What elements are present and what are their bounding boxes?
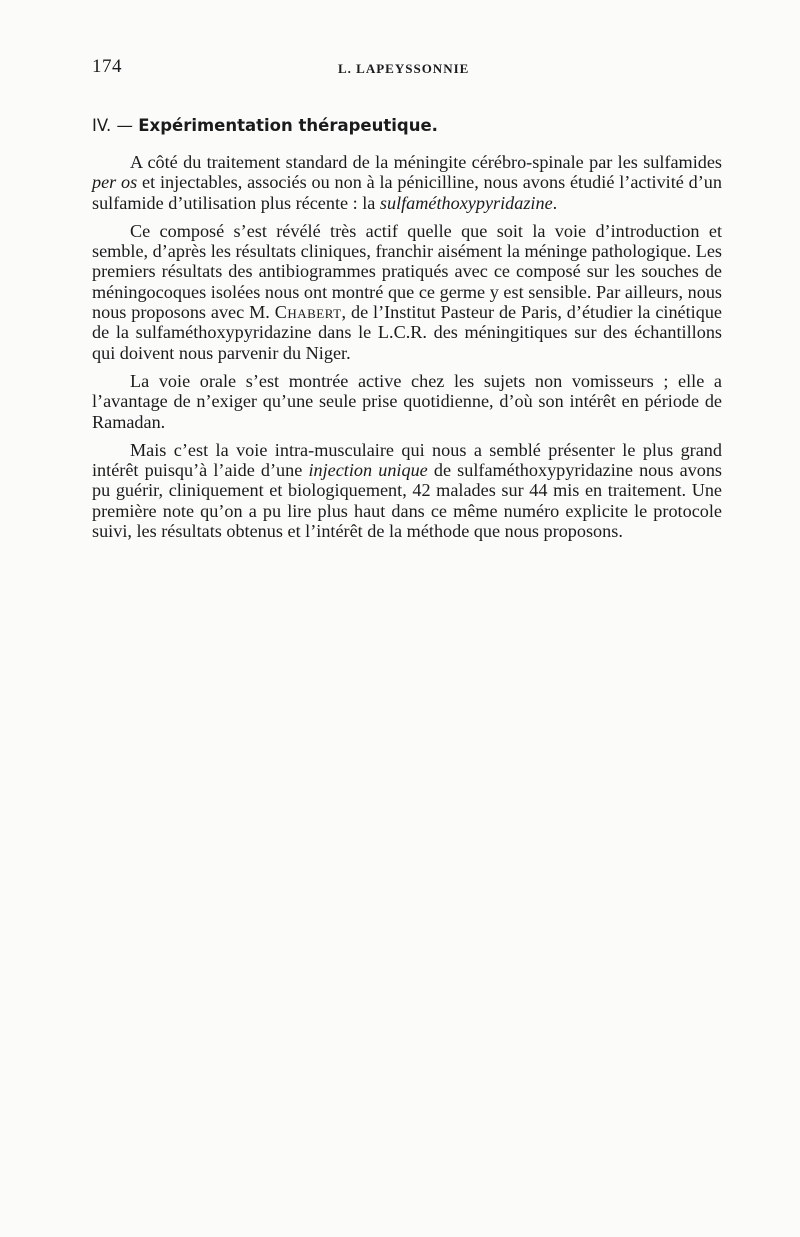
paragraph-4 bbox=[92, 440, 722, 541]
paragraph-1-text-c: et injectables, associés ou non à la pénicilline, nous avons étudié l’activité d’un sulfamide d’utilisation plus récente : la bbox=[92, 172, 722, 213]
section-heading bbox=[92, 116, 438, 135]
paragraph-2 bbox=[92, 221, 722, 363]
paragraph-2-text-c: , de l’Institut Pasteur de Paris, d’étudier la cinétique de la sulfaméthoxypyridazine dans le L.C.R. des méningitiques sur des échantillons qui doivent nous parvenir du Niger. bbox=[92, 302, 722, 363]
section-number: IV. — bbox=[92, 116, 134, 135]
page-number: 174 bbox=[92, 56, 122, 77]
paragraph-4-text-a: Mais c’est la voie intra-musculaire qui nous a semblé présenter le plus grand intérêt puisqu’à l’aide d’une bbox=[92, 439, 722, 481]
paragraph-1 bbox=[92, 152, 722, 213]
body-text bbox=[92, 152, 722, 541]
paragraph-3-text-a: La voie orale s’est montrée active chez les sujets non vomisseurs ; elle a l’avantage de n’exiger qu’une seule prise quotidienne, d’où son intérêt en période de Ramadan. bbox=[92, 370, 722, 432]
paragraph-2-author-name: Chabert bbox=[274, 302, 342, 323]
paragraph-1-text-e: . bbox=[552, 192, 558, 213]
page-header bbox=[92, 56, 707, 80]
paragraph-1-italic-compound: sulfaméthoxypyridazine bbox=[379, 192, 553, 213]
paragraph-4-italic-injection: injection unique bbox=[308, 460, 428, 481]
section-title: Expérimentation thérapeutique. bbox=[138, 116, 438, 135]
paragraph-2-text-a: Ce composé s’est révélé très actif quelle que soit la voie d’introduction et semble, d’après les résultats cliniques, franchir aisément la méninge pathologique. Les premiers résultats des antibiogrammes pratiqués avec ce composé sur les souches de méningocoques isolées nous ont montré que ce germe y est sensible. Par ailleurs, nous nous proposons avec M. bbox=[92, 220, 722, 323]
paragraph-1-italic-per-os: per os bbox=[92, 172, 138, 193]
paragraph-3 bbox=[92, 371, 722, 432]
running-head-author: L. LAPEYSSONNIE bbox=[338, 61, 470, 76]
paragraph-1-text-a: A côté du traitement standard de la méningite cérébro-spinale par les sulfamides bbox=[130, 152, 722, 172]
paragraph-4-text-c: de sulfaméthoxypyridazine nous avons pu guérir, cliniquement et biologiquement, 42 malades sur 44 mis en traitement. Une première note qu’on a pu lire plus haut dans ce même numéro explicite le protocole suivi, les résultats obtenus et l’intérêt de la méthode que nous proposons. bbox=[92, 460, 722, 542]
